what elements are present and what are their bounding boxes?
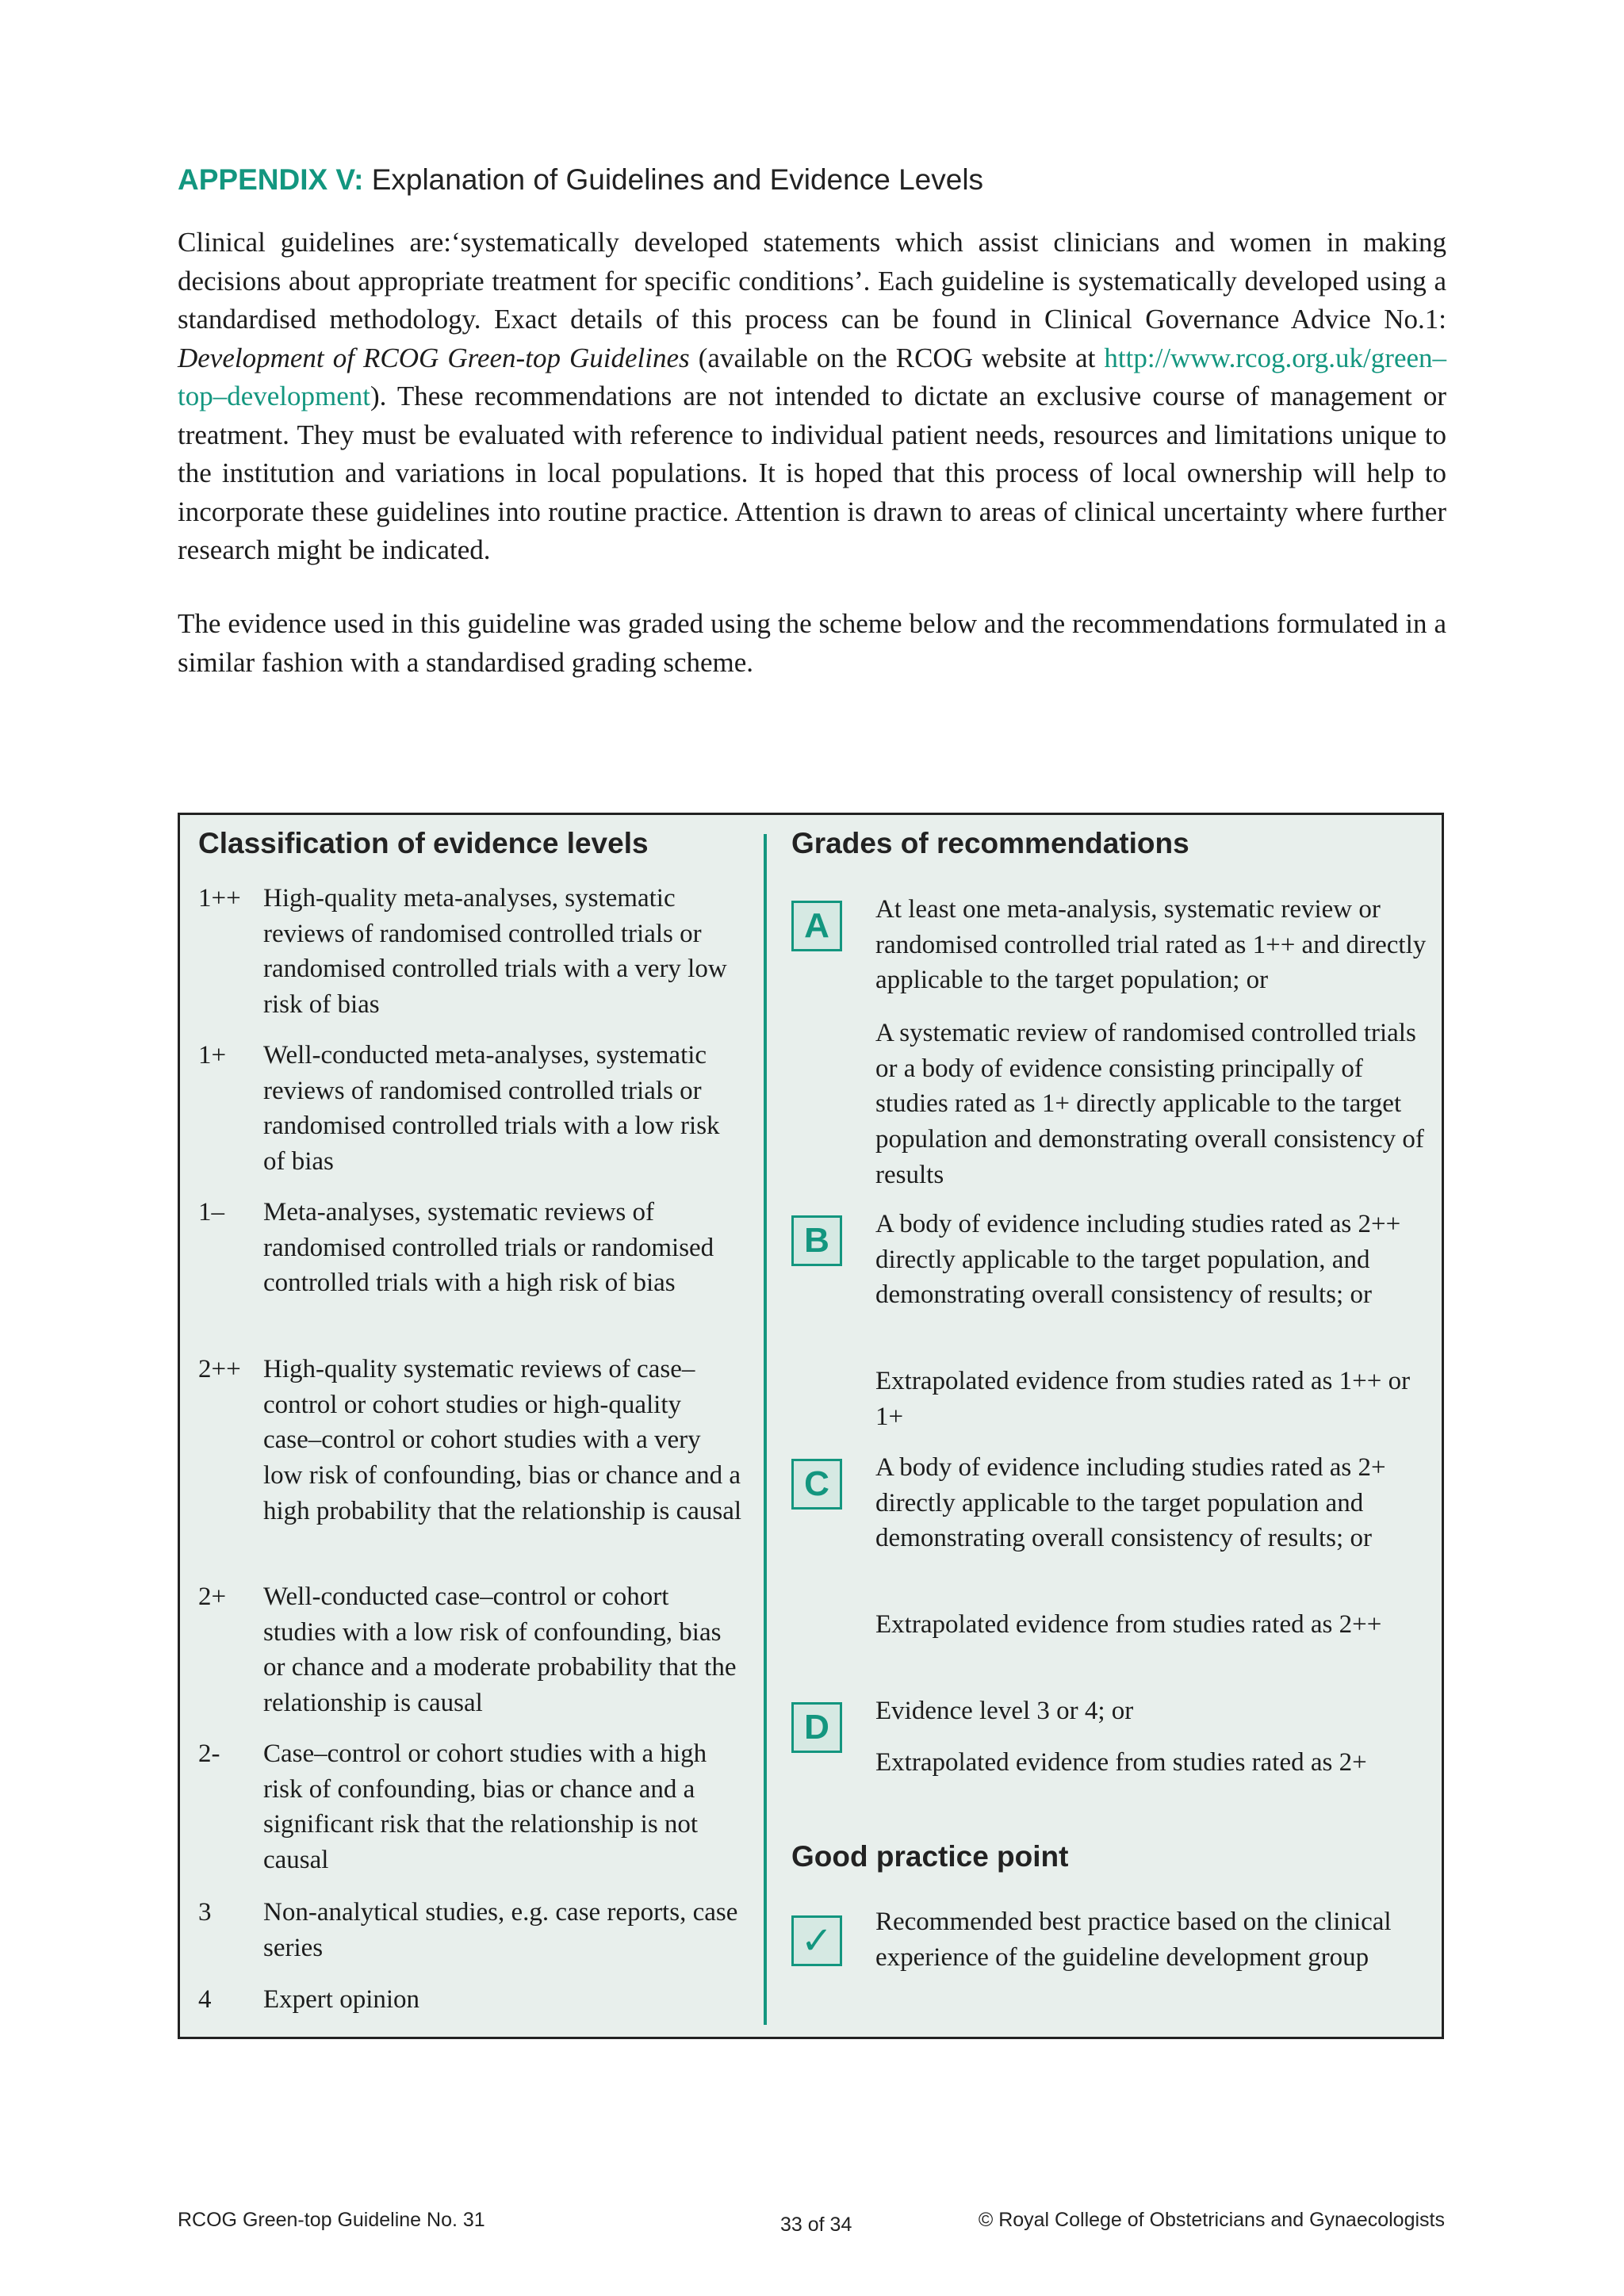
intro-paragraph-1 (178, 224, 1446, 570)
intro-text-b: (available on the RCOG website at (689, 342, 1105, 373)
grade-b-badge: B (791, 1215, 842, 1266)
evidence-level-code: 2- (198, 1739, 220, 1768)
evidence-level-desc: Well-conducted meta-analyses, systematic reviews of randomised controlled trials or randomised controlled trials with a low risk of bias (263, 1041, 720, 1177)
grade-c-badge: C (791, 1459, 842, 1510)
evidence-level-desc: Meta-analyses, systematic reviews of randomised controlled trials or randomised controlled trials with a high risk of bias (263, 1198, 714, 1298)
evidence-level-desc: Expert opinion (263, 1985, 420, 2014)
grade-a-text-2: A systematic review of randomised controlled trials or a body of evidence consisting principally of studies rated as 1+ directly applicable to the target population and demonstrating overall consistency of results (875, 1019, 1424, 1189)
evidence-level-code: 1– (198, 1198, 224, 1226)
grade-a-text-1: At least one meta-analysis, systematic review or randomised controlled trial rated as 1++ and directly applicable to the target population; or (875, 895, 1427, 995)
grade-a-badge: A (791, 901, 842, 951)
grade-d-text-2: Extrapolated evidence from studies rated as 2+ (875, 1748, 1367, 1777)
intro-italic-title: Development of RCOG Green-top Guidelines (178, 342, 690, 373)
rcog-link[interactable]: http://www.rcog.org.uk/green–top–development (178, 342, 1447, 411)
intro-text-a: Clinical guidelines are:‘systematically developed statements which assist clinicians and women in making decisions about appropriate treatment for specific conditions’. Each guideline is systematically developed using a standardised methodology. Exact details of this process can be found in Clinical Governance Advice No.1: (178, 227, 1446, 335)
appendix-label: APPENDIX V: (178, 163, 364, 196)
evidence-level-code: 1++ (198, 884, 241, 913)
grades-title: Grades of recommendations (791, 827, 1189, 859)
footer-page-number: 33 of 34 (780, 2214, 852, 2236)
good-practice-title: Good practice point (791, 1840, 1069, 1873)
evidence-level-code: 2++ (198, 1355, 241, 1383)
evidence-levels-title: Classification of evidence levels (198, 827, 649, 859)
evidence-level-code: 3 (198, 1898, 212, 1927)
column-divider (764, 834, 767, 2025)
footer-copyright: © Royal College of Obstetricians and Gynaecologists (978, 2209, 1445, 2231)
evidence-level-code: 4 (198, 1985, 212, 2014)
intro-text-c: ). These recommendations are not intended to dictate an exclusive course of management or treatment. They must be evaluated with reference to individual patient needs, resources and limitations unique to the institution and variations in local populations. It is hoped that this process of local ownership will help to incorporate these guidelines into routine practice. Attention is drawn to areas of clinical uncertainty where further research might be indicated. (178, 381, 1446, 565)
good-practice-text: Recommended best practice based on the clinical experience of the guideline development group (875, 1908, 1392, 1972)
appendix-heading (178, 163, 983, 197)
checkmark-icon: ✓ (791, 1915, 842, 1966)
evidence-level-code: 2+ (198, 1582, 227, 1611)
intro-paragraph-2: The evidence used in this guideline was graded using the scheme below and the recommendations formulated in a similar fashion with a standardised grading scheme. (178, 608, 1446, 678)
grade-d-badge: D (791, 1702, 842, 1753)
evidence-level-desc: High-quality systematic reviews of case–control or cohort studies or high-quality case–control or cohort studies with a very low risk of confounding, bias or chance and a high probability that the relationship is causal (263, 1355, 742, 1525)
evidence-level-desc: Case–control or cohort studies with a high risk of confounding, bias or chance and a significant risk that the relationship is not causal (263, 1739, 707, 1875)
appendix-title: Explanation of Guidelines and Evidence Levels (371, 163, 984, 196)
grade-b-text-1: A body of evidence including studies rated as 2++ directly applicable to the target population, and demonstrating overall consistency of results; or (875, 1210, 1401, 1310)
grade-c-text-1: A body of evidence including studies rated as 2+ directly applicable to the target population and demonstrating overall consistency of results; or (875, 1453, 1386, 1553)
grade-b-text-2: Extrapolated evidence from studies rated as 1++ or 1+ (875, 1367, 1411, 1431)
evidence-level-desc: Non-analytical studies, e.g. case reports, case series (263, 1898, 738, 1962)
grade-d-text-1: Evidence level 3 or 4; or (875, 1697, 1134, 1725)
evidence-level-desc: High-quality meta-analyses, systematic reviews of randomised controlled trials or randomised controlled trials with a very low risk of bias (263, 884, 727, 1020)
footer-guideline: RCOG Green-top Guideline No. 31 (178, 2209, 485, 2231)
grade-c-text-2: Extrapolated evidence from studies rated as 2++ (875, 1610, 1382, 1639)
evidence-level-code: 1+ (198, 1041, 227, 1070)
evidence-level-desc: Well-conducted case–control or cohort studies with a low risk of confounding, bias or chance and a moderate probability that the relationship is causal (263, 1582, 737, 1718)
